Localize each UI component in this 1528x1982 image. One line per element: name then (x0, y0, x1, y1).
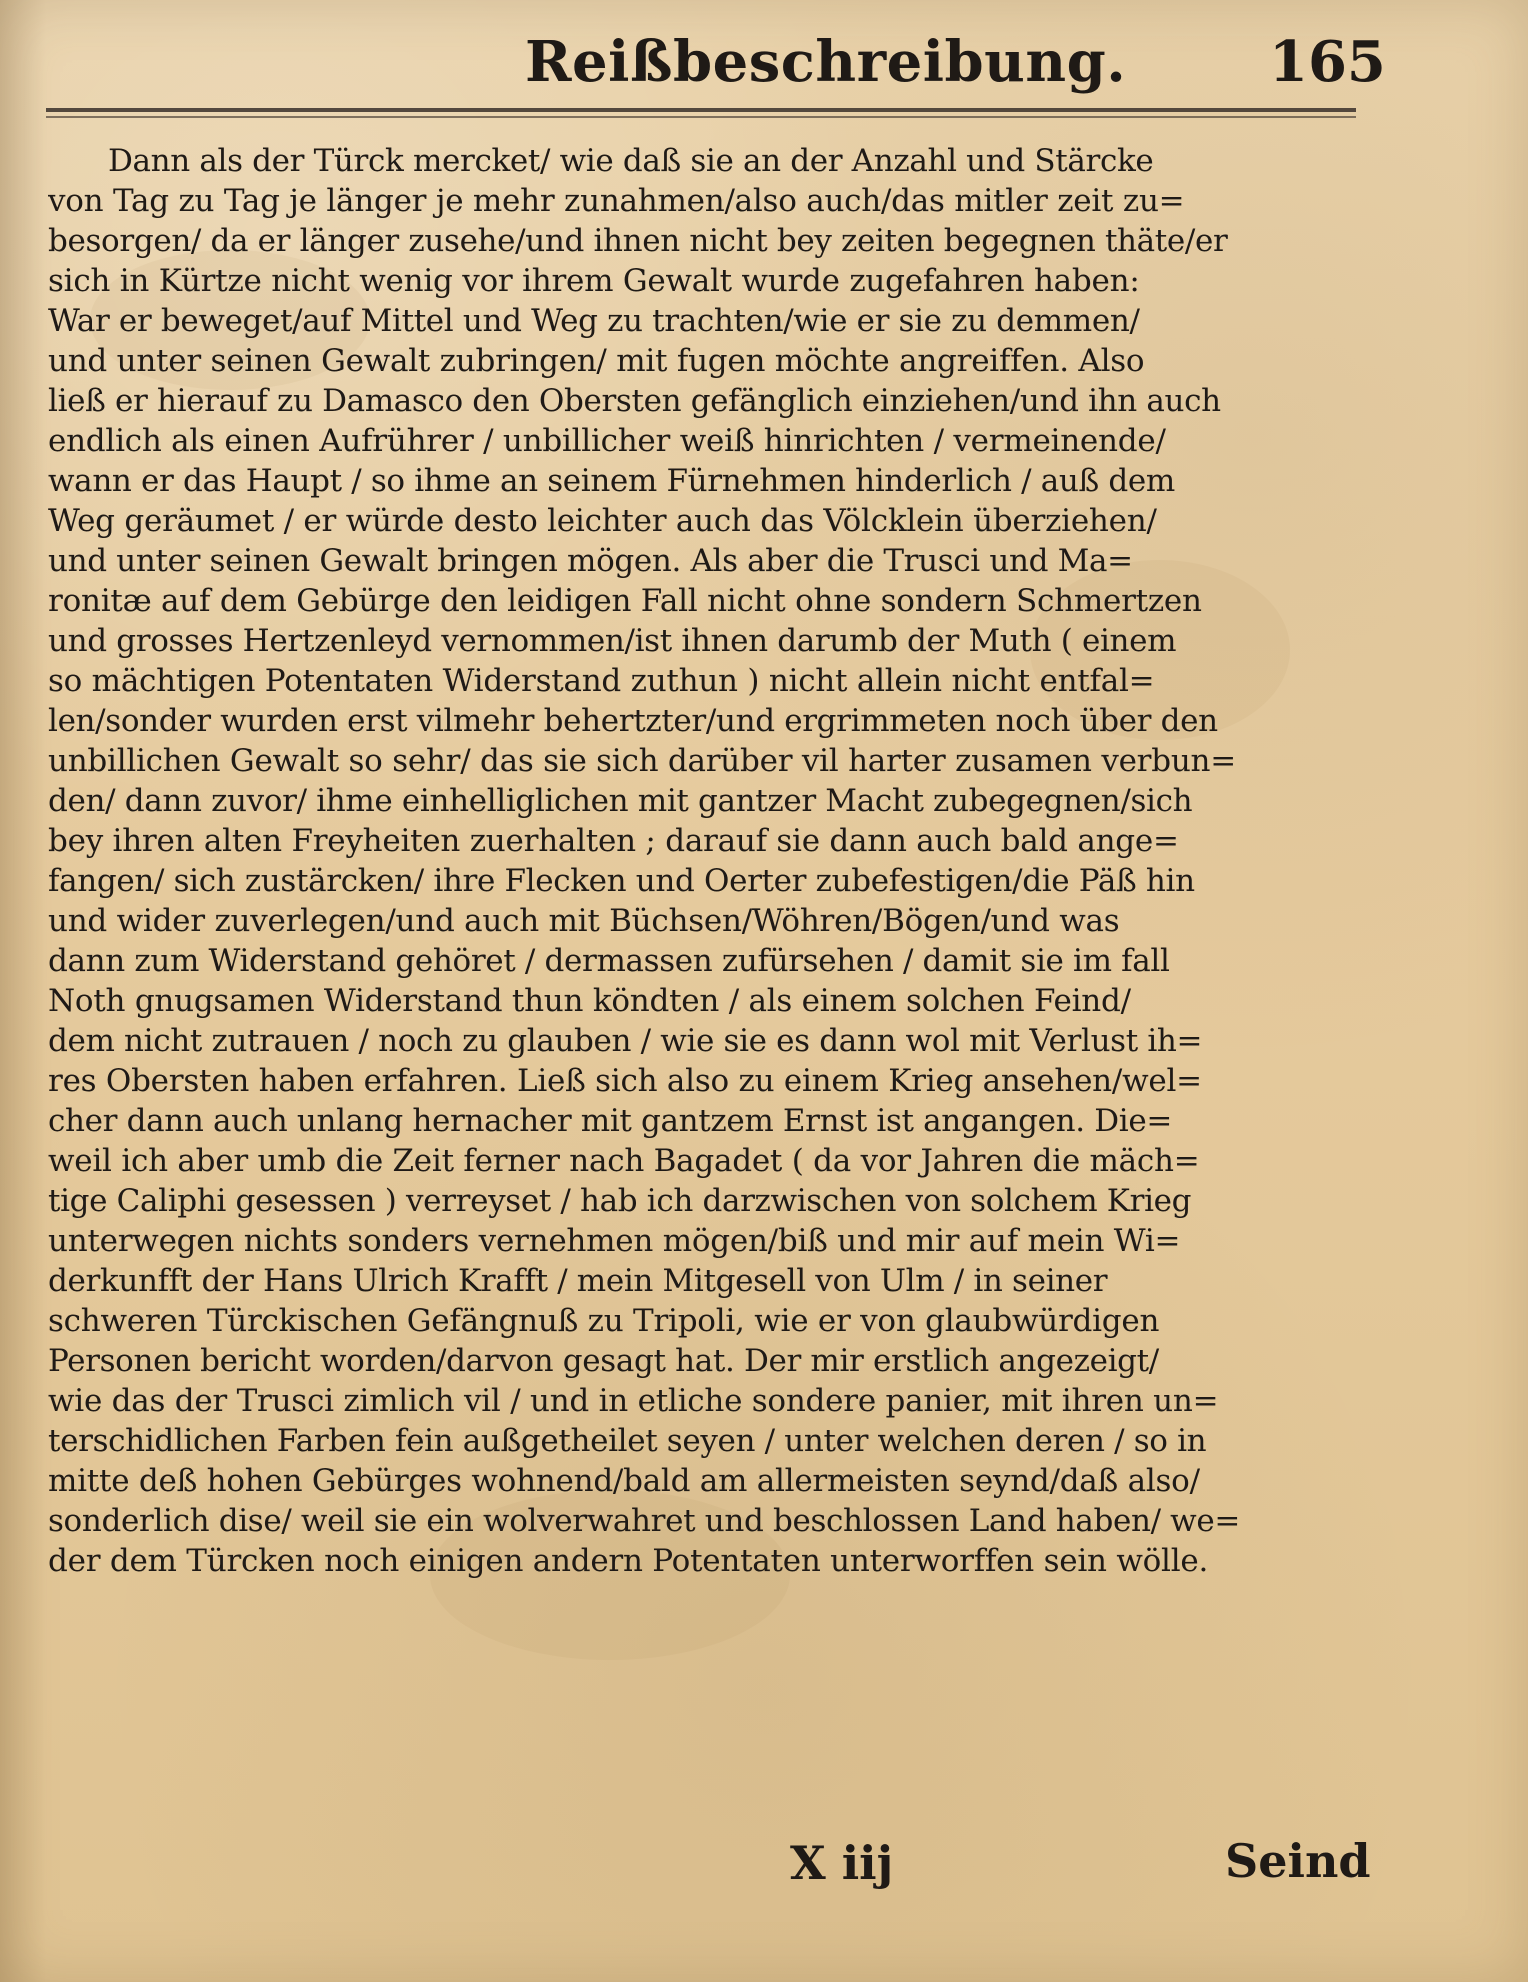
header-rule (46, 108, 1356, 112)
text-line: len/sonder wurden erst vilmehr behertzter/und ergrimmeten noch über den (48, 703, 1218, 739)
text-line: ließ er hierauf zu Damasco den Obersten gefänglich einziehen/und ihn auch (48, 383, 1221, 419)
text-line: terschidlichen Farben fein außgetheilet seyen / unter welchen deren / so in (48, 1423, 1207, 1459)
text-line: res Obersten haben erfahren. Ließ sich also zu einem Krieg ansehen/wel= (48, 1063, 1202, 1099)
catchword: Seind (1225, 1834, 1371, 1888)
text-line: unterwegen nichts sonders vernehmen mögen/biß und mir auf mein Wi= (48, 1223, 1181, 1259)
body-text (48, 141, 1363, 1581)
text-line: dem nicht zutrauen / noch zu glauben / wie sie es dann wol mit Verlust ih= (48, 1023, 1203, 1059)
text-line: ronitæ auf dem Gebürge den leidigen Fall nicht ohne sondern Schmertzen (48, 583, 1202, 619)
text-line: sonderlich dise/ weil sie ein wolverwahret und beschlossen Land haben/ we= (48, 1503, 1240, 1539)
signature-mark: X iij (790, 1836, 894, 1890)
text-line: unbillichen Gewalt so sehr/ das sie sich darüber vil harter zusamen verbun= (48, 743, 1236, 779)
text-line: bey ihren alten Freyheiten zuerhalten ; darauf sie dann auch bald ange= (48, 823, 1179, 859)
text-line: tige Caliphi gesessen ) verreyset / hab ich darzwischen von solchem Krieg (48, 1183, 1192, 1219)
text-line: wie das der Trusci zimlich vil / und in etliche sondere panier, mit ihren un= (48, 1383, 1219, 1419)
text-line: der dem Türcken noch einigen andern Potentaten unterworffen sein wölle. (48, 1543, 1209, 1579)
text-line: und grosses Hertzenleyd vernommen/ist ihnen darumb der Muth ( einem (48, 623, 1177, 659)
text-line: weil ich aber umb die Zeit ferner nach Bagadet ( da vor Jahren die mäch= (48, 1143, 1200, 1179)
text-line: schweren Türckischen Gefängnuß zu Tripoli, wie er von glaubwürdigen (48, 1303, 1160, 1339)
text-line: dann zum Widerstand gehöret / dermassen zufürsehen / damit sie im fall (48, 943, 1170, 979)
text-line: Weg geräumet / er würde desto leichter auch das Völcklein überziehen/ (48, 503, 1157, 539)
text-line: und unter seinen Gewalt bringen mögen. Als aber die Trusci und Ma= (48, 543, 1133, 579)
text-line: cher dann auch unlang hernacher mit gantzem Ernst ist angangen. Die= (48, 1103, 1172, 1139)
text-line: Dann als der Türck mercket/ wie daß sie an der Anzahl und Stärcke (108, 143, 1154, 179)
page-number: 165 (1269, 29, 1386, 95)
running-head: Reißbeschreibung. (525, 29, 1127, 95)
text-line: und unter seinen Gewalt zubringen/ mit fugen möchte angreiffen. Also (48, 343, 1145, 379)
text-line: fangen/ sich zustärcken/ ihre Flecken und Oerter zubefestigen/die Päß hin (48, 863, 1195, 899)
text-line: mitte deß hohen Gebürges wohnend/bald am allermeisten seynd/daß also/ (48, 1463, 1200, 1499)
text-line: von Tag zu Tag je länger je mehr zunahmen/also auch/das mitler zeit zu= (48, 183, 1185, 219)
text-line: War er beweget/auf Mittel und Weg zu trachten/wie er sie zu demmen/ (48, 303, 1140, 339)
text-line: Personen bericht worden/darvon gesagt hat. Der mir erstlich angezeigt/ (48, 1343, 1159, 1379)
text-line: so mächtigen Potentaten Widerstand zuthun ) nicht allein nicht entfal= (48, 663, 1155, 699)
text-line: besorgen/ da er länger zusehe/und ihnen nicht bey zeiten begegnen thäte/er (48, 223, 1228, 259)
text-line: endlich als einen Aufrührer / unbillicher weiß hinrichten / vermeinende/ (48, 423, 1166, 459)
text-line: derkunfft der Hans Ulrich Krafft / mein Mitgesell von Ulm / in seiner (48, 1263, 1108, 1299)
text-line: und wider zuverlegen/und auch mit Büchsen/Wöhren/Bögen/und was (48, 903, 1120, 939)
text-line: Noth gnugsamen Widerstand thun köndten / als einem solchen Feind/ (48, 983, 1131, 1019)
text-line: wann er das Haupt / so ihme an seinem Fürnehmen hinderlich / auß dem (48, 463, 1175, 499)
text-line: sich in Kürtze nicht wenig vor ihrem Gewalt wurde zugefahren haben: (48, 263, 1140, 299)
text-line: den/ dann zuvor/ ihme einhelliglichen mit gantzer Macht zubegegnen/sich (48, 783, 1193, 819)
header-rule-secondary (46, 116, 1356, 118)
page-edge-shadow (0, 0, 46, 1982)
